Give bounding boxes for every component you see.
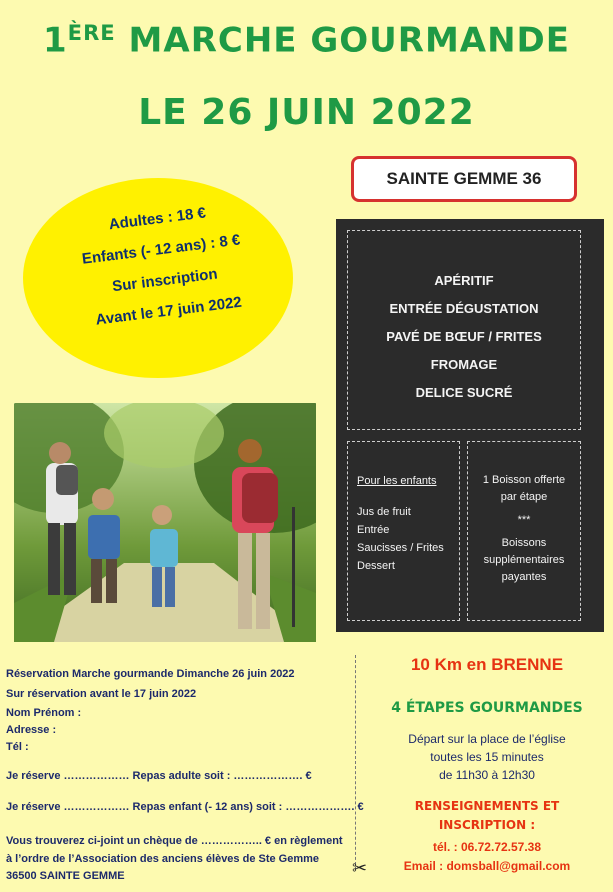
menu-item: ENTRÉE DÉGUSTATION <box>389 301 539 316</box>
location-badge: SAINTE GEMME 36 <box>351 156 577 202</box>
title-superscript: ÈRE <box>67 20 116 45</box>
scissors-icon: ✂ <box>352 858 368 878</box>
menu-item: PAVÉ DE BŒUF / FRITES <box>386 329 542 344</box>
form-title: Réservation Marche gourmande Dimanche 26 juin 2022 <box>6 668 295 680</box>
contact-heading <box>374 797 600 835</box>
adult-meal-line: Je réserve ……………… Repas adulte soit : ………………. € <box>6 770 312 782</box>
departure-info <box>374 730 600 784</box>
page-title <box>0 20 613 61</box>
event-date: LE 26 JUIN 2022 <box>138 92 475 133</box>
kids-menu-item: Saucisses / Frites <box>357 542 444 554</box>
drinks-line: payantes <box>501 571 547 583</box>
address-field-label: Adresse : <box>6 724 57 736</box>
menu-item: APÉRITIF <box>434 273 494 288</box>
stages-info: 4 ÉTAPES GOURMANDES <box>391 700 583 716</box>
departure-line: toutes les 15 minutes <box>430 750 544 764</box>
child-price: Enfants (- 12 ans) : 8 € <box>81 231 242 268</box>
registration-deadline: Avant le 17 juin 2022 <box>94 293 243 329</box>
drinks-line: par étape <box>500 491 548 503</box>
title-number: 1 <box>43 20 68 61</box>
cheque-line-3: 36500 SAINTE GEMME <box>6 870 125 882</box>
kids-menu-item: Jus de fruit <box>357 506 411 518</box>
menu-item: DELICE SUCRÉ <box>415 385 513 400</box>
cut-line <box>355 655 356 870</box>
email-address: Email : domsball@gmail.com <box>403 859 571 873</box>
kids-menu-item: Dessert <box>357 560 395 572</box>
departure-line: de 11h30 à 12h30 <box>439 768 535 782</box>
kids-menu <box>347 441 460 621</box>
form-deadline: Sur réservation avant le 17 juin 2022 <box>6 688 197 700</box>
departure-line: Départ sur la place de l’église <box>408 732 566 746</box>
registration-note: Sur inscription <box>111 265 219 296</box>
kids-menu-heading: Pour les enfants <box>357 475 437 487</box>
cheque-line-1: Vous trouverez ci-joint un chèque de …………….. € en règlement <box>6 835 343 847</box>
phone-number: tél. : 06.72.72.57.38 <box>432 840 542 854</box>
phone-field-label: Tél : <box>6 741 29 753</box>
name-field-label: Nom Prénom : <box>6 707 82 719</box>
contact-heading-line: RENSEIGNEMENTS ET <box>414 799 560 813</box>
menu-item: FROMAGE <box>430 357 498 372</box>
contact-heading-line: INSCRIPTION : <box>438 818 536 832</box>
menu-list <box>347 230 581 430</box>
photo-illustration <box>14 403 316 642</box>
title-text: MARCHE GOURMANDE <box>115 20 570 61</box>
cheque-line-2: à l’ordre de l’Association des anciens élèves de Ste Gemme <box>6 853 320 865</box>
drinks-line: 1 Boisson offerte <box>482 474 566 486</box>
child-meal-line: Je réserve ……………… Repas enfant (- 12 ans) soit : ………………. € <box>6 801 364 813</box>
drinks-info <box>467 441 581 621</box>
family-hiking-photo <box>14 403 316 642</box>
drinks-line: Boissons <box>501 537 547 549</box>
drinks-separator: *** <box>517 514 531 526</box>
kids-menu-item: Entrée <box>357 524 390 536</box>
adult-price: Adultes : 18 € <box>107 204 207 234</box>
distance-info: 10 Km en BRENNE <box>410 655 564 674</box>
drinks-line: supplémentaires <box>483 554 565 566</box>
contact-details <box>374 838 600 876</box>
